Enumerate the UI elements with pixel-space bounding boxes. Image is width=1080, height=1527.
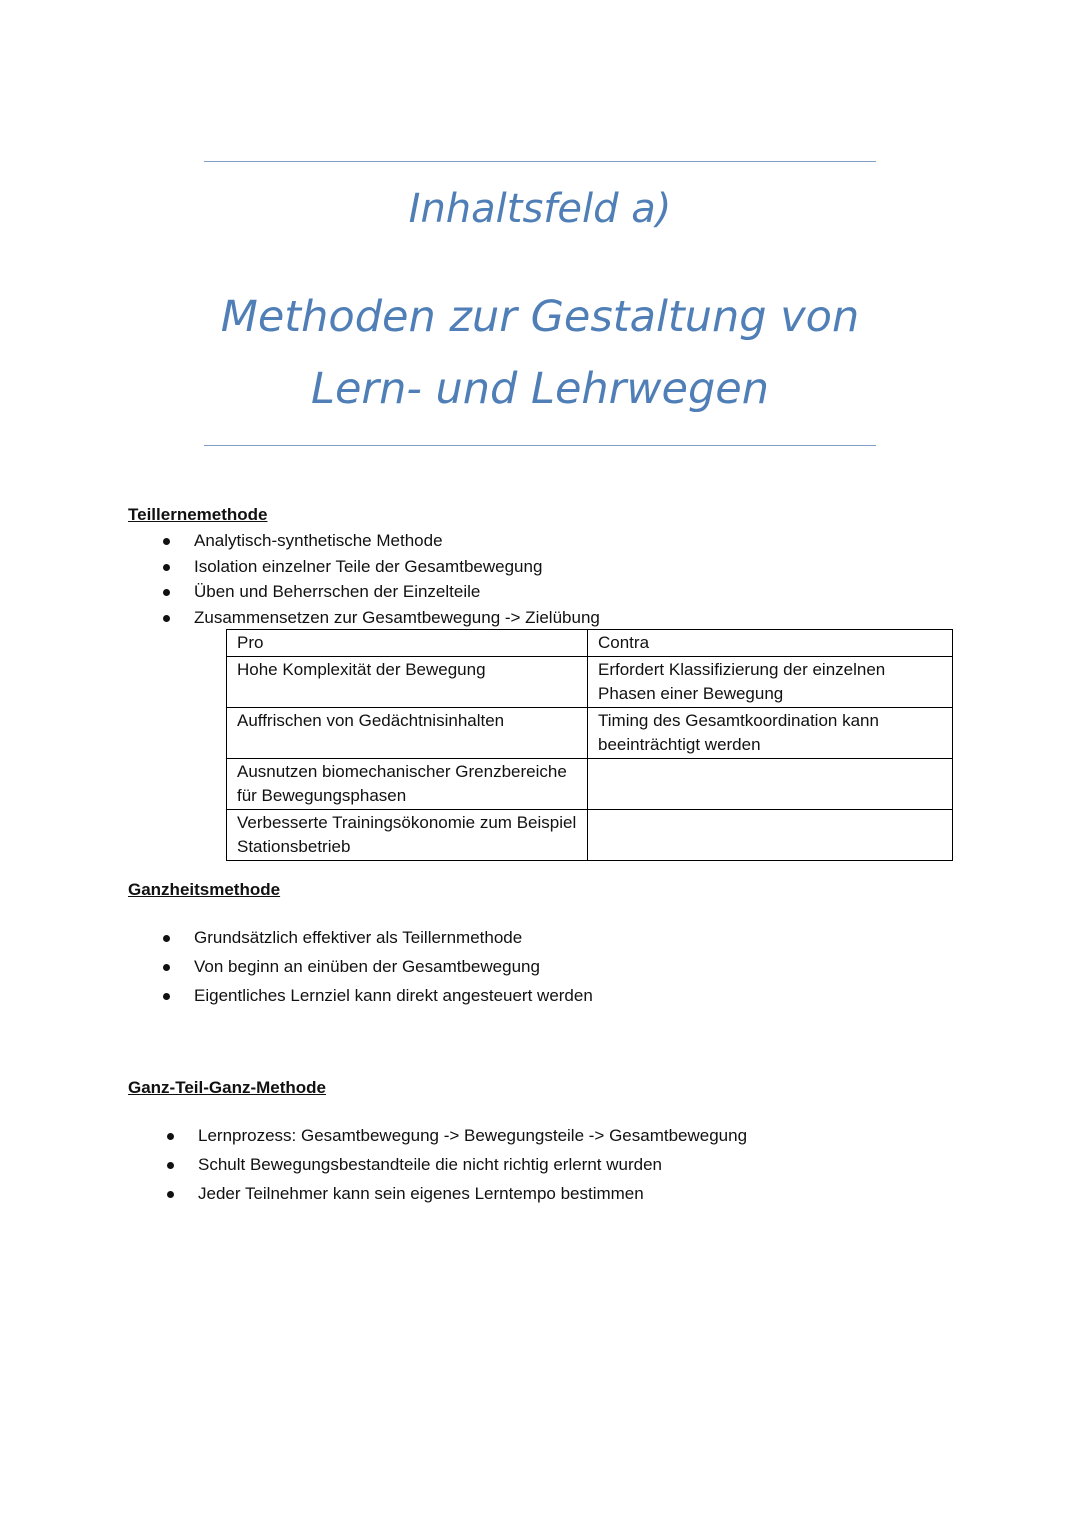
table-row: [227, 809, 953, 860]
section-heading-teillernmethode: Teillernemethode: [128, 505, 268, 524]
table-cell-pro: Auffrischen von Gedächtnisinhalten: [227, 707, 588, 758]
list-item: [194, 927, 593, 956]
list-item-text: Schult Bewegungsbestandteile die nicht richtig erlernt wurden: [198, 1155, 662, 1174]
bullet-list-ganz-teil-ganz: [198, 1125, 747, 1212]
table-cell-pro: Hohe Komplexität der Bewegung: [227, 656, 588, 707]
list-item-text: Isolation einzelner Teile der Gesamtbewegung: [194, 556, 543, 576]
bullet-icon: [163, 615, 170, 622]
table-row: [227, 707, 953, 758]
bullet-icon: [163, 589, 170, 596]
list-item: [194, 985, 593, 1014]
list-item: [194, 581, 600, 607]
list-item-text: Analytisch-synthetische Methode: [194, 531, 443, 550]
bullet-icon: [163, 964, 170, 971]
list-item: [194, 530, 600, 556]
title-top-rule: [204, 161, 876, 162]
table-row: [227, 656, 953, 707]
list-item-text: Üben und Beherrschen der Einzelteile: [194, 582, 481, 601]
bullet-list-ganzheitsmethode: [194, 927, 593, 1014]
title-bottom-rule: [204, 445, 876, 446]
bullet-icon: [167, 1133, 174, 1140]
table-header-row: [227, 630, 953, 657]
table-cell-contra: [588, 809, 953, 860]
bullet-icon: [163, 538, 170, 545]
list-item-text: Lernprozess: Gesamtbewegung -> Bewegungsteile -> Gesamtbewegung: [198, 1126, 748, 1145]
list-item-text: Von beginn an einüben der Gesamtbewegung: [194, 957, 540, 976]
bullet-icon: [167, 1162, 174, 1169]
table-header-contra: Contra: [588, 630, 953, 657]
table-row: [227, 758, 953, 809]
document-title: Inhaltsfeld a): [408, 186, 672, 232]
bullet-icon: [163, 993, 170, 1000]
list-item: [194, 956, 593, 985]
list-item-text: Jeder Teilnehmer kann sein eigenes Lerntempo bestimmen: [198, 1184, 644, 1203]
table-cell-contra: Erfordert Klassifizierung der einzelnen Phasen einer Bewegung: [588, 656, 953, 707]
list-item: [198, 1183, 747, 1212]
bullet-icon: [167, 1191, 174, 1198]
table-cell-contra: Timing des Gesamtkoordination kann beeinträchtigt werden: [588, 707, 953, 758]
bullet-icon: [163, 564, 170, 571]
document-subtitle-line2: Lern- und Lehrwegen: [311, 364, 769, 414]
bullet-icon: [163, 935, 170, 942]
table-cell-contra: [588, 758, 953, 809]
table-cell-pro: Verbesserte Trainingsökonomie zum Beispiel Stationsbetrieb: [227, 809, 588, 860]
table-cell-pro: Ausnutzen biomechanischer Grenzbereiche für Bewegungsphasen: [227, 758, 588, 809]
document-subtitle-line1: Methoden zur Gestaltung von: [220, 292, 860, 342]
section-heading-ganz-teil-ganz: Ganz-Teil-Ganz-Methode: [128, 1078, 327, 1097]
pro-contra-table: [226, 629, 953, 861]
table-header-pro: Pro: [227, 630, 588, 657]
bullet-list-teillernmethode: [194, 530, 600, 632]
list-item-text: Zusammensetzen zur Gesamtbewegung -> Zielübung: [194, 607, 600, 627]
list-item-text: Grundsätzlich effektiver als Teillernmethode: [194, 928, 523, 947]
list-item-text: Eigentliches Lernziel kann direkt angesteuert werden: [194, 986, 593, 1005]
list-item: [198, 1154, 747, 1183]
list-item: [194, 556, 600, 582]
list-item: [198, 1125, 747, 1154]
section-heading-ganzheitsmethode: Ganzheitsmethode: [128, 880, 281, 899]
